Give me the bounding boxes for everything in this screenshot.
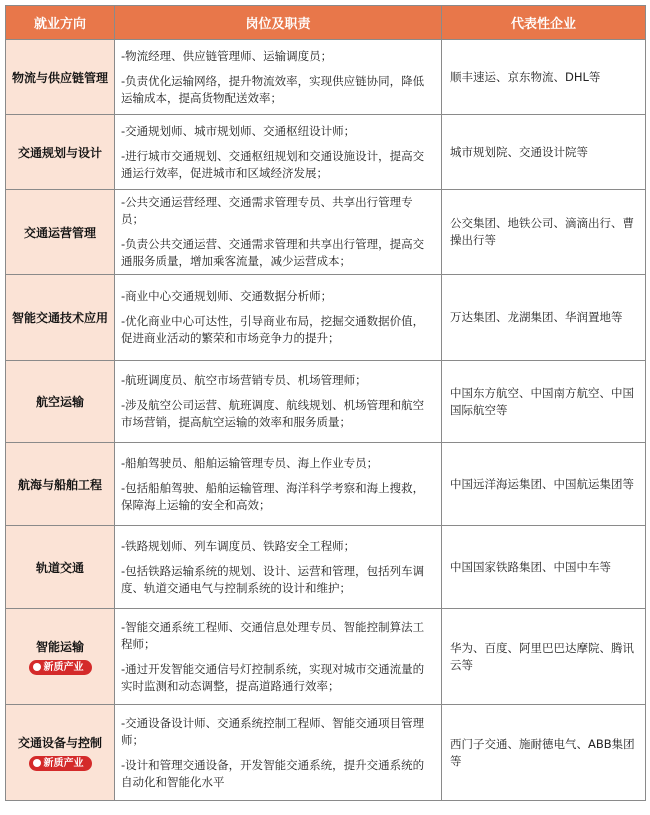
duty-text: -包括铁路运输系统的规划、设计、运营和管理，包括列车调度、轨道交通电气与控制系统的设计和维护； <box>121 563 425 595</box>
positions-text: -公共交通运营经理、交通需求管理专员、共享出行管理专员； <box>121 195 413 226</box>
table-row <box>6 275 646 361</box>
direction-label: 智能交通技术应用 <box>11 311 108 325</box>
positions-text: -智能交通系统工程师、交通信息处理专员、智能控制算法工程师； <box>121 619 425 651</box>
header-direction: 就业方向 <box>6 6 115 40</box>
positions-text: -船舶驾驶员、船舶运输管理专员、海上作业专员； <box>121 455 379 470</box>
badge-label: 新质产业 <box>43 662 84 673</box>
table-row <box>6 361 646 443</box>
direction-label: 航海与船舶工程 <box>17 477 102 492</box>
career-table <box>5 5 646 801</box>
companies-cell: 中国国家铁路集团、中国中车等 <box>442 526 646 609</box>
companies-cell: 中国东方航空、中国南方航空、中国国际航空等 <box>442 361 646 443</box>
companies-cell: 公交集团、地铁公司、滴滴出行、曹操出行等 <box>442 190 646 275</box>
direction-cell <box>6 40 115 115</box>
duty-text: -负责优化运输网络，提升物流效率，实现供应链协同，降低运输成本，提高货物配送效率； <box>121 73 425 105</box>
table-row <box>6 443 646 526</box>
direction-label: 交通规划与设计 <box>17 145 102 160</box>
positions-text: -交通设备设计师、交通系统控制工程师、智能交通项目管理师； <box>121 715 425 747</box>
companies-cell: 城市规划院、交通设计院等 <box>442 115 646 190</box>
direction-label: 物流与供应链管理 <box>11 70 108 85</box>
header-companies: 代表性企业 <box>442 6 646 40</box>
duty-text: -设计和管理交通设备，开发智能交通系统，提升交通系统的自动化和智能化水平 <box>121 757 425 789</box>
direction-cell <box>6 190 115 275</box>
table-header-row <box>6 6 646 40</box>
positions-text: -商业中心交通规划师、交通数据分析师； <box>121 289 333 303</box>
table-row <box>6 115 646 190</box>
table-row <box>6 190 646 275</box>
positions-text: -航班调度员、航空市场营销专员、机场管理师； <box>121 373 367 387</box>
companies-cell: 华为、百度、阿里巴巴达摩院、腾讯云等 <box>442 609 646 705</box>
direction-label: 航空运输 <box>35 395 84 409</box>
positions-text: -交通规划师、城市规划师、交通枢纽设计师； <box>121 123 356 138</box>
duty-text: -包括船舶驾驶、船舶运输管理、海洋科学考察和海上搜救，保障海上运输的安全和高效； <box>121 480 425 512</box>
duty-cell <box>115 609 442 705</box>
duty-text: -优化商业中心可达性，引导商业布局，挖掘交通数据价值，促进商业活动的繁荣和市场竞争力的提升； <box>121 314 425 345</box>
new-industry-badge <box>29 756 92 771</box>
duty-text: -进行城市交通规划、交通枢纽规划和交通设施设计，提高交通运行效率，促进城市和区域经济发展； <box>121 148 425 180</box>
companies-cell: 西门子交通、施耐德电气、ABB集团等 <box>442 705 646 801</box>
table-row <box>6 705 646 801</box>
direction-cell <box>6 443 115 526</box>
positions-text: -铁路规划师、列车调度员、铁路安全工程师； <box>121 538 356 553</box>
positions-text: -物流经理、供应链管理师、运输调度员； <box>121 48 333 63</box>
duty-cell <box>115 443 442 526</box>
direction-label: 智能运输 <box>35 640 84 654</box>
companies-cell: 中国远洋海运集团、中国航运集团等 <box>442 443 646 526</box>
direction-cell <box>6 526 115 609</box>
new-industry-badge <box>29 660 92 675</box>
badge-dot-icon <box>33 759 41 767</box>
duty-text: -通过开发智能交通信号灯控制系统，实现对城市交通流量的实时监测和动态调整，提高道路通行效率； <box>121 661 425 693</box>
duty-cell <box>115 190 442 275</box>
duty-cell <box>115 115 442 190</box>
direction-cell <box>6 115 115 190</box>
badge-label: 新质产业 <box>43 758 84 769</box>
direction-label: 交通设备与控制 <box>17 736 102 750</box>
direction-cell <box>6 609 115 705</box>
companies-cell: 顺丰速运、京东物流、DHL等 <box>442 40 646 115</box>
duty-text: -负责公共交通运营、交通需求管理和共享出行管理，提高交通服务质量，增加乘客流量，减少运营成本； <box>121 237 425 268</box>
badge-dot-icon <box>33 663 41 671</box>
header-positions: 岗位及职责 <box>115 6 442 40</box>
direction-label: 交通运营管理 <box>23 225 96 240</box>
direction-cell <box>6 705 115 801</box>
duty-cell <box>115 705 442 801</box>
direction-label: 轨道交通 <box>35 560 84 575</box>
duty-cell <box>115 526 442 609</box>
direction-cell <box>6 275 115 361</box>
duty-cell <box>115 361 442 443</box>
companies-cell: 万达集团、龙湖集团、华润置地等 <box>442 275 646 361</box>
direction-cell <box>6 361 115 443</box>
duty-cell <box>115 40 442 115</box>
table-row <box>6 609 646 705</box>
duty-text: -涉及航空公司运营、航班调度、航线规划、机场管理和航空市场营销，提高航空运输的效率和服务质量； <box>121 398 425 429</box>
table-row <box>6 40 646 115</box>
table-row <box>6 526 646 609</box>
duty-cell <box>115 275 442 361</box>
